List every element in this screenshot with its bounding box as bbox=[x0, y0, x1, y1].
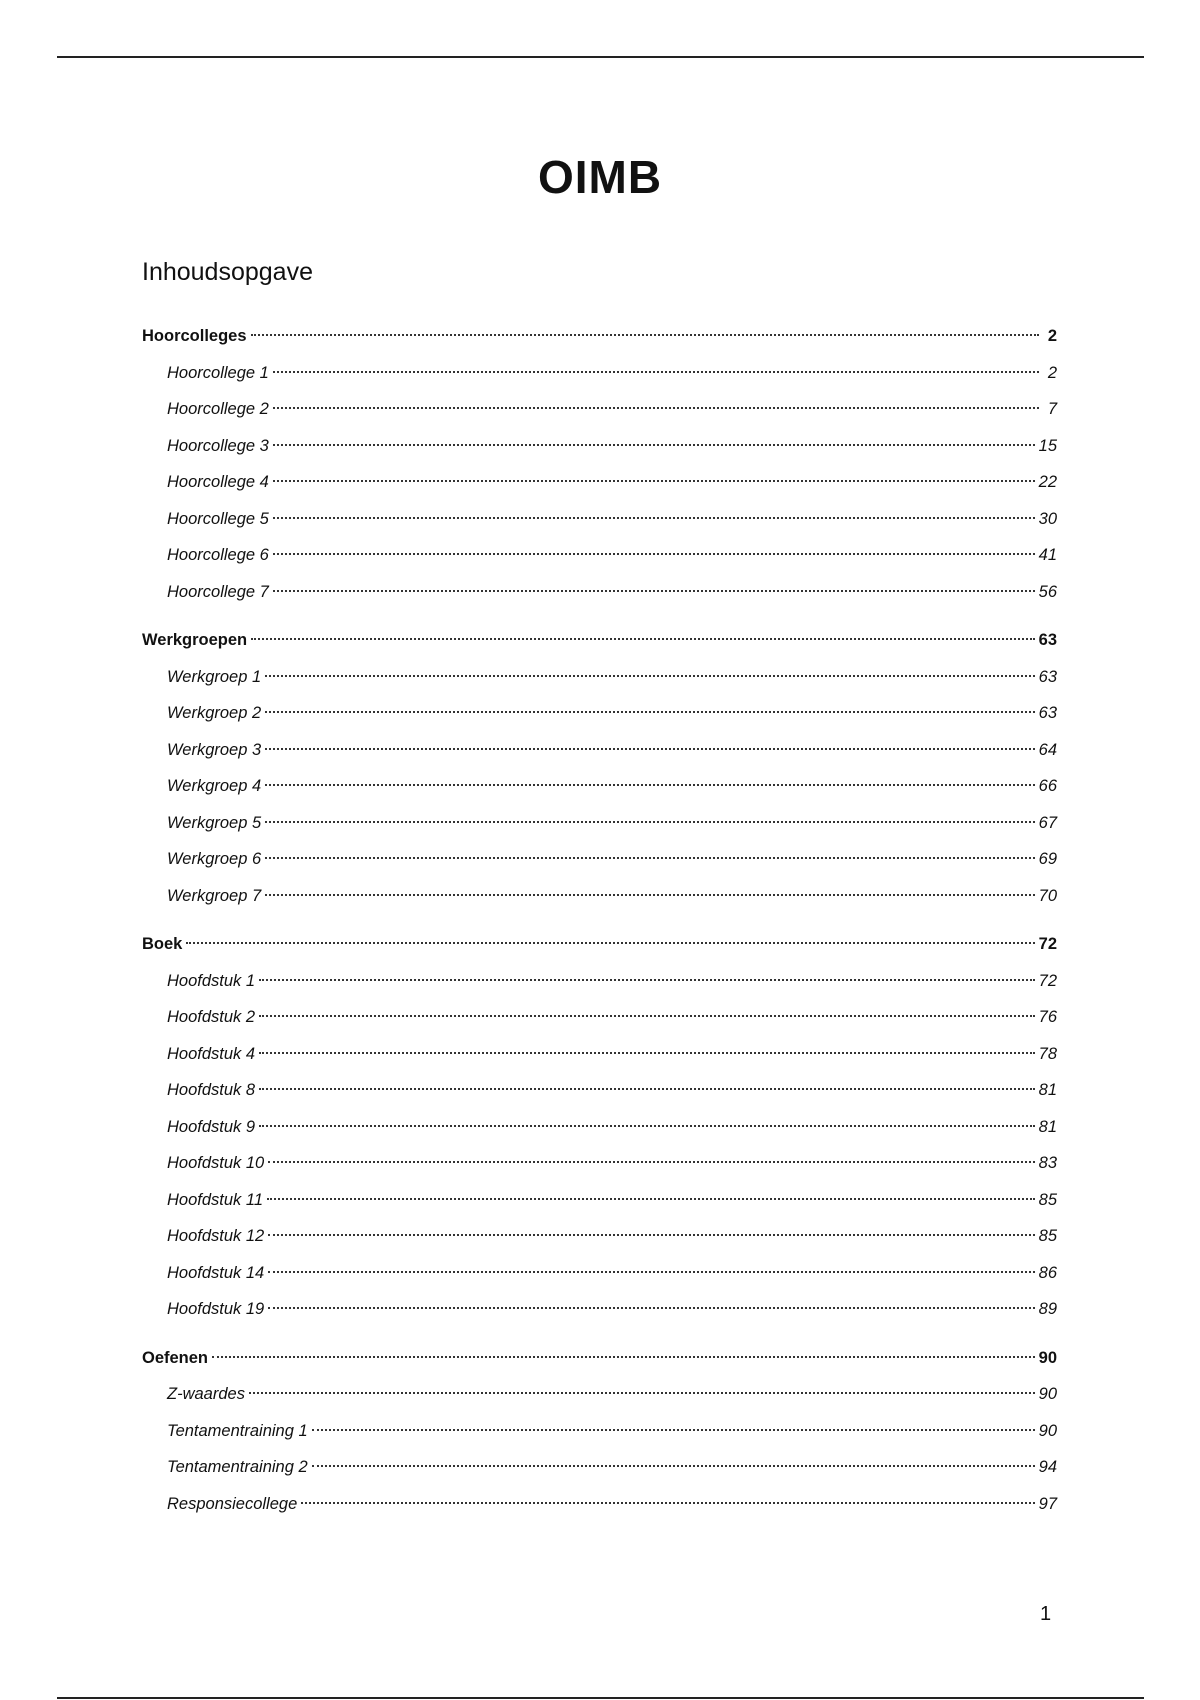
toc-entry-page: 83 bbox=[1038, 1154, 1057, 1172]
toc-entry[interactable] bbox=[142, 1145, 1057, 1182]
toc-entry-page: 76 bbox=[1038, 1008, 1057, 1026]
toc-entry-label: Hoofdstuk 9 bbox=[167, 1117, 256, 1136]
toc-entry-label: Boek bbox=[142, 935, 183, 953]
toc-entry-section[interactable] bbox=[142, 622, 1057, 659]
toc-entry-page: 7 bbox=[1047, 400, 1057, 418]
toc-entry[interactable] bbox=[142, 1413, 1057, 1450]
dot-leader bbox=[273, 407, 1039, 409]
toc-entry-page: 78 bbox=[1038, 1044, 1057, 1063]
dot-leader bbox=[251, 334, 1039, 336]
toc-entry[interactable] bbox=[142, 428, 1057, 465]
toc-entry-label: Werkgroep 2 bbox=[167, 704, 262, 722]
dot-leader bbox=[312, 1429, 1035, 1431]
toc-entry-label: Hoofdstuk 12 bbox=[167, 1227, 265, 1245]
toc-section bbox=[142, 926, 1057, 1328]
toc-entry-page: 94 bbox=[1038, 1458, 1057, 1476]
toc-entry-page: 56 bbox=[1038, 582, 1057, 601]
toc-entry-label: Z-waardes bbox=[167, 1385, 245, 1403]
toc-entry-page: 63 bbox=[1038, 631, 1057, 649]
toc-entry-page: 85 bbox=[1038, 1190, 1057, 1209]
dot-leader bbox=[268, 1234, 1034, 1236]
toc-entry-page: 72 bbox=[1038, 935, 1057, 953]
toc-entry-label: Hoofdstuk 11 bbox=[167, 1190, 264, 1209]
toc-entry-page: 67 bbox=[1038, 813, 1057, 832]
dot-leader bbox=[268, 1307, 1034, 1309]
dot-leader bbox=[273, 590, 1035, 592]
toc-section bbox=[142, 318, 1057, 610]
toc-entry-label: Hoorcollege 3 bbox=[167, 436, 269, 455]
toc-heading: Inhoudsopgave bbox=[142, 258, 313, 286]
toc-entry[interactable] bbox=[142, 1486, 1057, 1523]
toc-entry-label: Hoofdstuk 2 bbox=[167, 1008, 256, 1026]
dot-leader bbox=[265, 675, 1034, 677]
toc-entry-page: 63 bbox=[1038, 704, 1057, 722]
toc-section bbox=[142, 1340, 1057, 1523]
page-number: 1 bbox=[1040, 1603, 1052, 1625]
toc-entry-label: Responsiecollege bbox=[167, 1494, 298, 1513]
header-rule bbox=[57, 56, 1144, 58]
dot-leader bbox=[265, 711, 1034, 713]
toc-entry-section[interactable] bbox=[142, 926, 1057, 963]
dot-leader bbox=[259, 1015, 1035, 1017]
dot-leader bbox=[268, 1271, 1034, 1273]
toc-entry-section[interactable] bbox=[142, 1340, 1057, 1377]
toc-entry-label: Hoorcollege 7 bbox=[167, 582, 269, 601]
toc-entry-label: Oefenen bbox=[142, 1348, 209, 1367]
dot-leader bbox=[251, 638, 1035, 640]
toc-entry-page: 72 bbox=[1038, 971, 1057, 990]
toc-entry-label: Hoorcollege 1 bbox=[167, 363, 269, 382]
toc-entry-label: Tentamentraining 2 bbox=[167, 1458, 308, 1476]
toc-entry-label: Tentamentraining 1 bbox=[167, 1421, 308, 1440]
toc-entry-page: 70 bbox=[1038, 886, 1057, 905]
toc-entry-page: 30 bbox=[1038, 509, 1057, 528]
dot-leader bbox=[265, 784, 1034, 786]
toc-entry-page: 15 bbox=[1038, 436, 1057, 455]
toc-entry[interactable] bbox=[142, 391, 1057, 428]
toc-entry[interactable] bbox=[142, 768, 1057, 805]
toc-entry[interactable] bbox=[142, 659, 1057, 696]
dot-leader bbox=[265, 821, 1034, 823]
toc-entry-page: 41 bbox=[1038, 546, 1057, 564]
toc-entry-page: 63 bbox=[1038, 667, 1057, 686]
toc-entry[interactable] bbox=[142, 464, 1057, 501]
dot-leader bbox=[267, 1198, 1035, 1200]
toc-entry-page: 90 bbox=[1038, 1348, 1057, 1367]
toc-entry-label: Hoofdstuk 10 bbox=[167, 1154, 265, 1172]
toc-entry-page: 22 bbox=[1038, 473, 1057, 491]
dot-leader bbox=[268, 1161, 1034, 1163]
toc-entry[interactable] bbox=[142, 1291, 1057, 1328]
toc-entry[interactable] bbox=[142, 805, 1057, 842]
document-title: OIMB bbox=[537, 151, 663, 203]
toc-entry[interactable] bbox=[142, 999, 1057, 1036]
toc-entry-label: Hoofdstuk 14 bbox=[167, 1263, 265, 1282]
toc-entry-page: 81 bbox=[1038, 1081, 1057, 1099]
dot-leader bbox=[265, 894, 1034, 896]
toc-entry-label: Werkgroepen bbox=[142, 631, 248, 649]
toc-entry[interactable] bbox=[142, 1072, 1057, 1109]
dot-leader bbox=[265, 857, 1034, 859]
table-of-contents bbox=[142, 318, 1057, 1534]
toc-entry[interactable] bbox=[142, 355, 1057, 392]
toc-entry[interactable] bbox=[142, 841, 1057, 878]
dot-leader bbox=[212, 1356, 1035, 1358]
toc-entry[interactable] bbox=[142, 878, 1057, 915]
toc-entry-label: Werkgroep 1 bbox=[167, 667, 262, 686]
dot-leader bbox=[273, 553, 1035, 555]
toc-entry[interactable] bbox=[142, 1109, 1057, 1146]
toc-entry-page: 2 bbox=[1047, 363, 1057, 382]
dot-leader bbox=[259, 1052, 1035, 1054]
toc-section bbox=[142, 622, 1057, 914]
toc-entry-page: 2 bbox=[1047, 327, 1057, 345]
toc-entry[interactable] bbox=[142, 537, 1057, 574]
toc-entry-label: Werkgroep 6 bbox=[167, 850, 262, 868]
toc-entry[interactable] bbox=[142, 574, 1057, 611]
toc-entry-label: Hoorcollege 6 bbox=[167, 546, 269, 564]
dot-leader bbox=[265, 748, 1034, 750]
dot-leader bbox=[312, 1465, 1035, 1467]
dot-leader bbox=[273, 517, 1035, 519]
toc-entry[interactable] bbox=[142, 1182, 1057, 1219]
toc-entry-label: Hoorcollege 4 bbox=[167, 473, 269, 491]
toc-entry-section[interactable] bbox=[142, 318, 1057, 355]
toc-entry-label: Hoorcollege 5 bbox=[167, 509, 269, 528]
dot-leader bbox=[259, 1088, 1035, 1090]
dot-leader bbox=[259, 979, 1035, 981]
toc-entry-label: Hoorcollege 2 bbox=[167, 400, 269, 418]
toc-entry-label: Hoofdstuk 1 bbox=[167, 971, 256, 990]
toc-entry-page: 85 bbox=[1038, 1227, 1057, 1245]
toc-entry[interactable] bbox=[142, 1449, 1057, 1486]
toc-entry[interactable] bbox=[142, 695, 1057, 732]
dot-leader bbox=[273, 371, 1039, 373]
toc-entry-label: Werkgroep 7 bbox=[167, 886, 262, 905]
toc-entry-page: 86 bbox=[1038, 1263, 1057, 1282]
dot-leader bbox=[186, 942, 1034, 944]
toc-entry-label: Hoofdstuk 19 bbox=[167, 1300, 265, 1318]
toc-entry-label: Werkgroep 5 bbox=[167, 813, 262, 832]
footer-rule bbox=[57, 1697, 1144, 1699]
toc-entry[interactable] bbox=[142, 1218, 1057, 1255]
toc-entry[interactable] bbox=[142, 732, 1057, 769]
toc-entry-page: 97 bbox=[1038, 1494, 1057, 1513]
toc-entry-label: Werkgroep 3 bbox=[167, 740, 262, 759]
toc-entry[interactable] bbox=[142, 963, 1057, 1000]
dot-leader bbox=[249, 1392, 1035, 1394]
toc-entry-page: 66 bbox=[1038, 777, 1057, 795]
toc-entry-label: Hoorcolleges bbox=[142, 327, 247, 345]
toc-entry[interactable] bbox=[142, 501, 1057, 538]
toc-entry-page: 89 bbox=[1038, 1300, 1057, 1318]
toc-entry-page: 64 bbox=[1038, 740, 1057, 759]
toc-entry-label: Hoofdstuk 8 bbox=[167, 1081, 256, 1099]
dot-leader bbox=[301, 1502, 1034, 1504]
dot-leader bbox=[273, 444, 1035, 446]
toc-entry-page: 90 bbox=[1038, 1421, 1057, 1440]
toc-entry[interactable] bbox=[142, 1255, 1057, 1292]
toc-entry-page: 81 bbox=[1038, 1117, 1057, 1136]
toc-entry-label: Hoofdstuk 4 bbox=[167, 1044, 256, 1063]
toc-entry[interactable] bbox=[142, 1376, 1057, 1413]
dot-leader bbox=[259, 1125, 1035, 1127]
toc-entry[interactable] bbox=[142, 1036, 1057, 1073]
dot-leader bbox=[273, 480, 1035, 482]
toc-entry-page: 90 bbox=[1038, 1385, 1057, 1403]
toc-entry-page: 69 bbox=[1038, 850, 1057, 868]
toc-entry-label: Werkgroep 4 bbox=[167, 777, 262, 795]
